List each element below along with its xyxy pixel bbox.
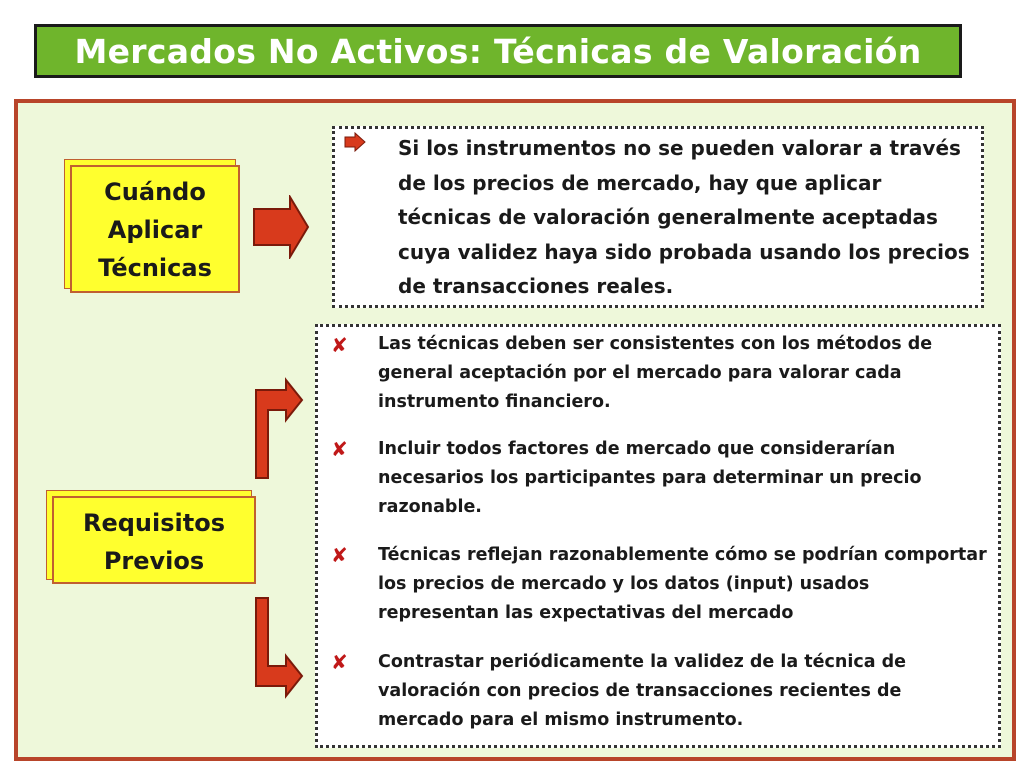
prerequisites-line-2: Previos [103, 547, 205, 575]
upper-elbow-arrow-icon [250, 360, 306, 482]
requirement-item-1: Las técnicas deben ser consistentes con los métodos de general aceptación por el mercado para valorar cada instrumento financiero. [378, 334, 933, 412]
requirement-item-4: Contrastar periódicamente la validez de la técnica de valoración con precios de transacciones recientes de mercado para el mismo instrumento. [378, 652, 906, 730]
requirement-item-3: Técnicas reflejan razonablemente cómo se podrían comportar los precios de mercado y los datos (input) usados representan las expectativas del mercado [378, 545, 987, 623]
x-mark-icon: ✘ [331, 437, 348, 461]
x-mark-icon: ✘ [331, 650, 348, 674]
arrow-bullet-icon [343, 132, 367, 152]
when-apply-line-2: Aplicar [107, 216, 203, 244]
when-apply-label [70, 165, 240, 293]
x-mark-icon: ✘ [331, 333, 348, 357]
x-mark-icon: ✘ [331, 543, 348, 567]
lower-elbow-arrow-icon [250, 594, 306, 712]
requirement-item-2: Incluir todos factores de mercado que considerarían necesarios los participantes para determinar un precio razonable. [378, 439, 922, 517]
definition-text: Si los instrumentos no se pueden valorar a través de los precios de mercado, hay que aplicar técnicas de valoración generalmente aceptadas cuya validez haya sido probada usando los precios de transacciones reales. [398, 136, 970, 298]
prerequisites-line-1: Requisitos [82, 509, 225, 537]
page-title-bar [34, 24, 962, 78]
when-apply-line-3: Técnicas [98, 254, 212, 282]
when-apply-line-1: Cuándo [104, 178, 206, 206]
page-title: Mercados No Activos: Técnicas de Valoración [74, 31, 922, 71]
prerequisites-label [52, 496, 256, 584]
right-arrow-icon [250, 195, 312, 259]
